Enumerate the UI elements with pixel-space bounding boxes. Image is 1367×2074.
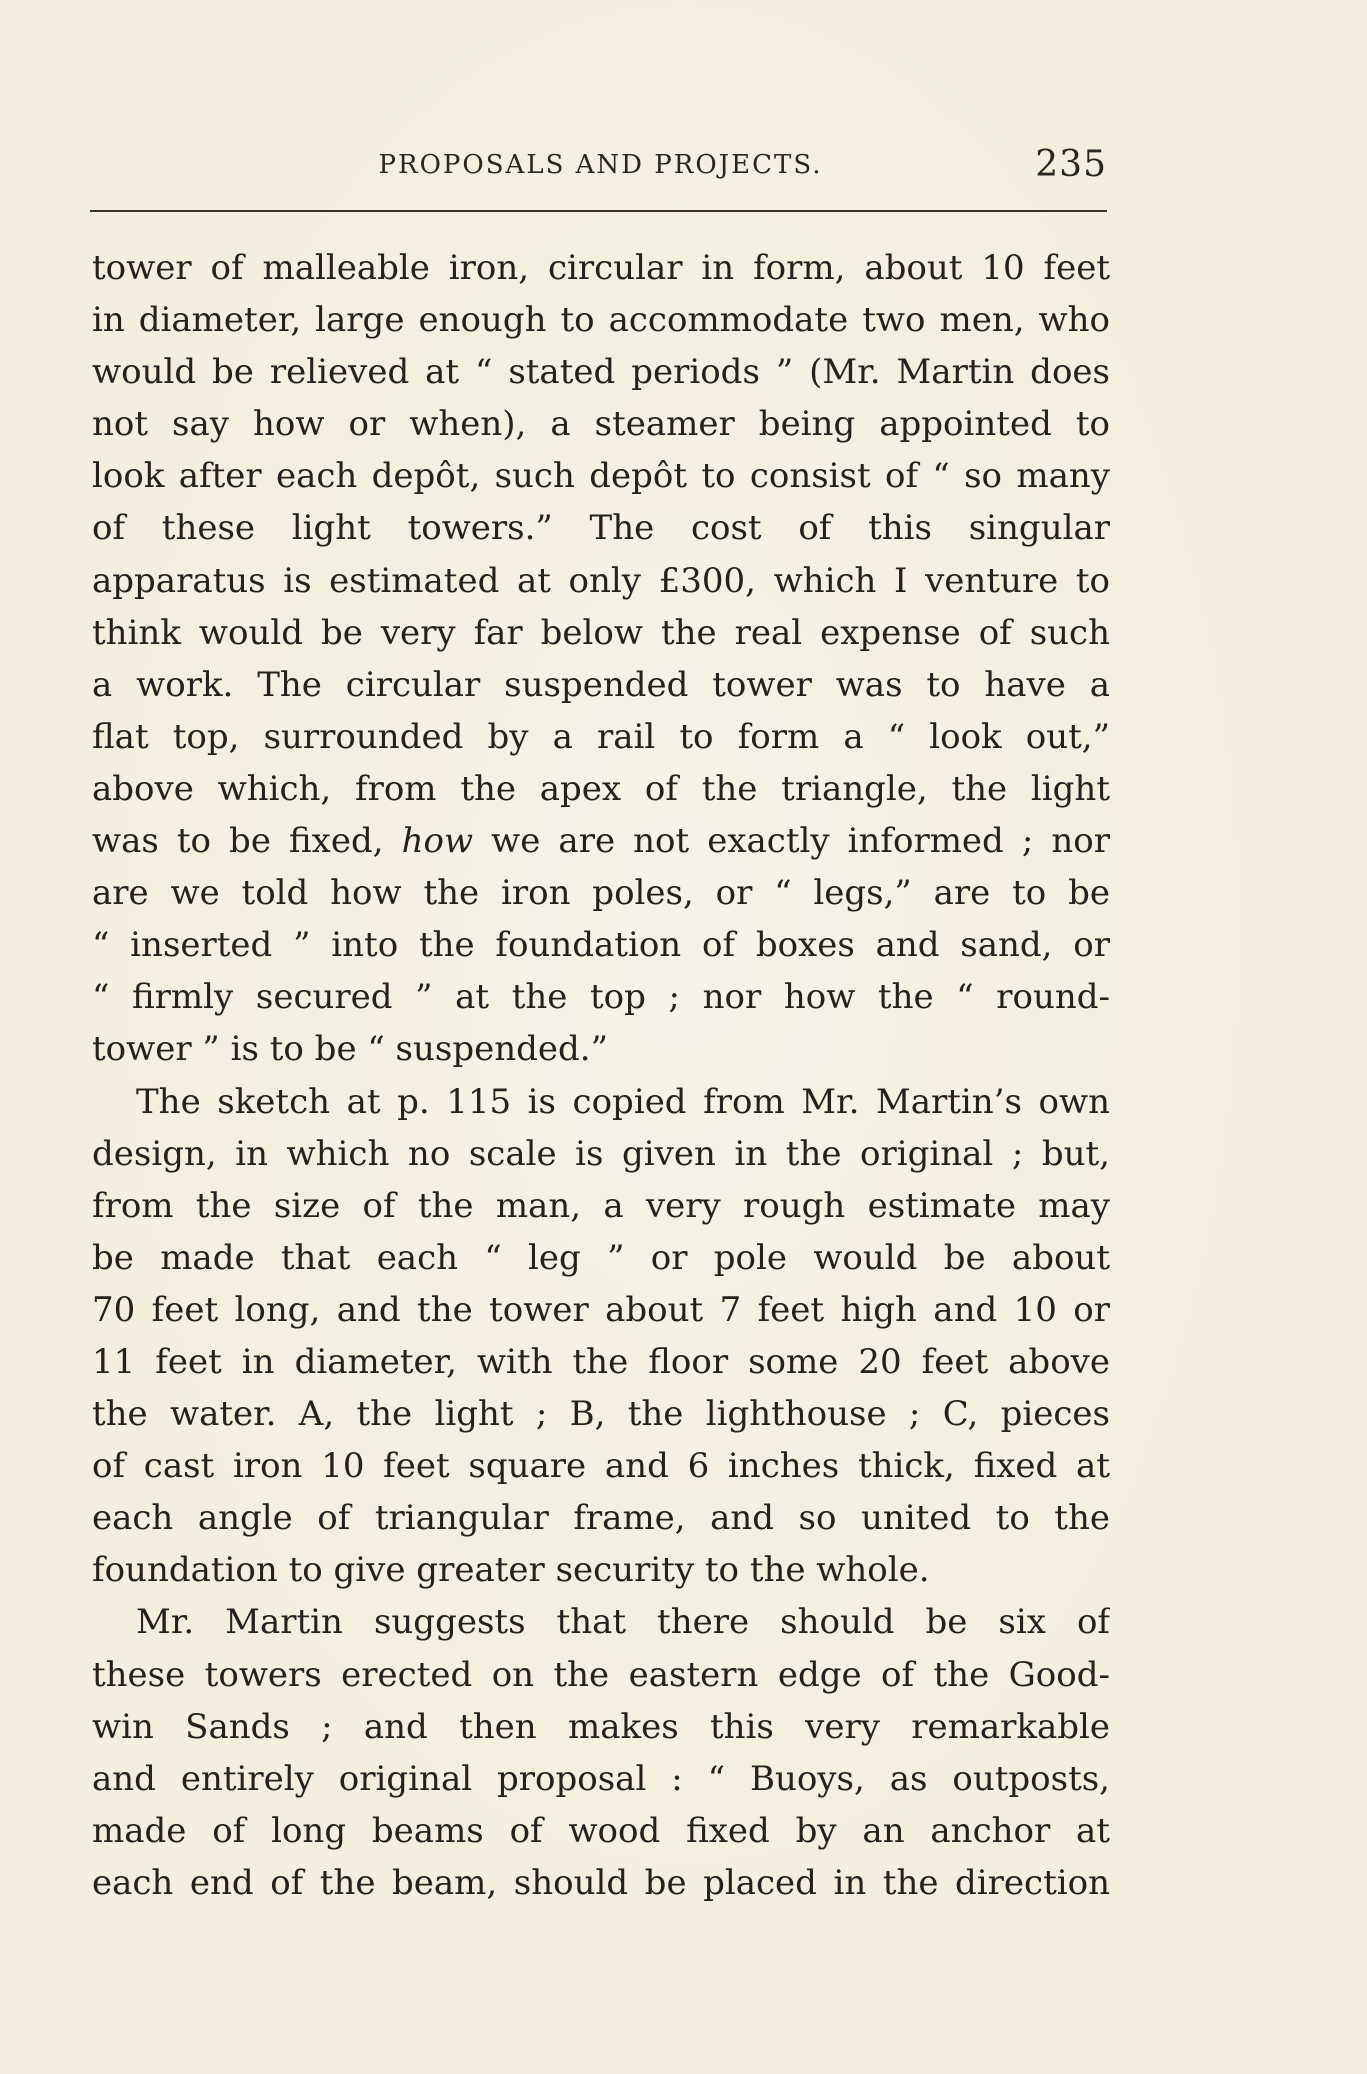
text-span: was to be fixed, bbox=[92, 821, 402, 862]
text-line: of these light towers.” The cost of this singular bbox=[92, 508, 1110, 549]
text-line: win Sands ; and then makes this very remarkable bbox=[92, 1706, 1110, 1747]
running-head bbox=[94, 144, 1107, 194]
text-span: we are not exactly informed ; nor bbox=[473, 821, 1110, 862]
text-line: above which, from the apex of the triangle, the light bbox=[92, 768, 1110, 809]
text-line: tower ” is to be “ suspended.” bbox=[92, 1029, 608, 1070]
body-text bbox=[92, 242, 1110, 1909]
running-title: PROPOSALS AND PROJECTS. bbox=[378, 150, 823, 180]
text-line: flat top, surrounded by a rail to form a “ look out,” bbox=[92, 716, 1110, 757]
text-line: the water. A, the light ; B, the lighthouse ; C, pieces bbox=[92, 1394, 1110, 1435]
paragraph-1 bbox=[92, 242, 1110, 1076]
text-line: each angle of triangular frame, and so united to the bbox=[92, 1498, 1110, 1539]
text-line: from the size of the man, a very rough estimate may bbox=[92, 1185, 1110, 1226]
text-line: these towers erected on the eastern edge of the Good- bbox=[92, 1654, 1110, 1695]
paragraph-3 bbox=[92, 1596, 1110, 1909]
text-line: would be relieved at “ stated periods ” (Mr. Martin does bbox=[92, 352, 1110, 393]
text-line: design, in which no scale is given in the original ; but, bbox=[92, 1133, 1110, 1174]
text-line: and entirely original proposal : “ Buoys, as outposts, bbox=[92, 1758, 1110, 1799]
text-line: foundation to give greater security to the whole. bbox=[92, 1550, 930, 1591]
text-line bbox=[92, 815, 1110, 867]
text-line: made of long beams of wood fixed by an anchor at bbox=[92, 1810, 1110, 1851]
text-line: look after each depôt, such depôt to consist of “ so many bbox=[92, 456, 1110, 497]
text-line: 70 feet long, and the tower about 7 feet high and 10 or bbox=[92, 1289, 1110, 1330]
text-line: not say how or when), a steamer being appointed to bbox=[92, 404, 1110, 445]
text-line: of cast iron 10 feet square and 6 inches thick, fixed at bbox=[92, 1446, 1110, 1487]
text-line: a work. The circular suspended tower was to have a bbox=[92, 664, 1110, 705]
page-number: 235 bbox=[1035, 144, 1107, 185]
text-line: “ inserted ” into the foundation of boxes and sand, or bbox=[92, 925, 1110, 966]
emphasis-text: how bbox=[401, 821, 474, 862]
header-rule bbox=[90, 210, 1107, 212]
text-line: in diameter, large enough to accommodate two men, who bbox=[92, 300, 1110, 341]
text-line: Mr. Martin suggests that there should be six of bbox=[136, 1602, 1110, 1643]
text-line: apparatus is estimated at only £300, which I venture to bbox=[92, 560, 1110, 601]
text-line: be made that each “ leg ” or pole would be about bbox=[92, 1237, 1110, 1278]
text-line: “ firmly secured ” at the top ; nor how the “ round- bbox=[92, 977, 1110, 1018]
paragraph-2 bbox=[92, 1076, 1110, 1597]
text-line: are we told how the iron poles, or “ legs,” are to be bbox=[92, 873, 1110, 914]
text-line: each end of the beam, should be placed in the direction bbox=[92, 1862, 1110, 1903]
text-line: tower of malleable iron, circular in form, about 10 feet bbox=[92, 248, 1110, 288]
text-line: The sketch at p. 115 is copied from Mr. Martin’s own bbox=[136, 1081, 1110, 1122]
text-line: think would be very far below the real expense of such bbox=[92, 612, 1110, 653]
text-line: 11 feet in diameter, with the floor some 20 feet above bbox=[92, 1341, 1110, 1382]
